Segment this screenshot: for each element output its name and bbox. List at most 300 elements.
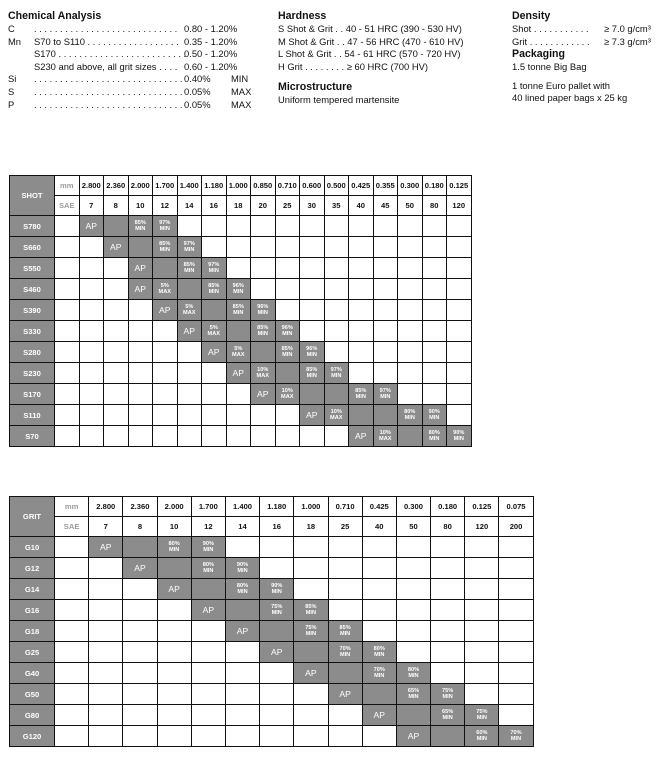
- percent-spec: 97% MIN: [159, 220, 171, 232]
- empty-cell: [324, 426, 349, 447]
- empty-cell: [465, 558, 499, 579]
- chemical-val: 0.05%: [184, 85, 211, 97]
- sae-header-cell: 40: [349, 196, 374, 216]
- mm-header-cell: 0.425: [362, 497, 396, 517]
- empty-cell: [79, 321, 104, 342]
- hardness-line: H Grit . . . . . . . . ≥ 60 HRC (700 HV): [278, 60, 428, 72]
- hardness-title: Hardness: [278, 10, 327, 22]
- percent-spec: 65% MIN: [442, 709, 454, 721]
- empty-cell: [177, 405, 202, 426]
- empty-cell: [398, 342, 423, 363]
- sae-header-cell: 7: [89, 517, 123, 537]
- ap-cell: [89, 537, 123, 558]
- empty-cell: [275, 237, 300, 258]
- empty-cell: [499, 579, 533, 600]
- hardness-line: M Shot & Grit . . 47 - 56 HRC (470 - 610 HV): [278, 35, 464, 47]
- chemical-el: Si: [8, 73, 17, 85]
- percent-spec: 97% MIN: [208, 262, 220, 274]
- microstructure-text: Uniform tempered martensite: [278, 94, 400, 106]
- empty-cell: [157, 600, 191, 621]
- empty-cell: [226, 384, 251, 405]
- empty-cell: [79, 342, 104, 363]
- ap-cell: [349, 426, 374, 447]
- chemical-desc: . . . . . . . . . . . . . . . . . . . . . . . . . . . . .: [34, 98, 183, 110]
- shaded-cell: [300, 384, 325, 405]
- density-value: ≥ 7.3 g/cm³: [604, 35, 651, 47]
- empty-cell: [373, 363, 398, 384]
- empty-cell: [362, 621, 396, 642]
- percent-spec: 10% MAX: [330, 409, 343, 421]
- density-value: ≥ 7.0 g/cm³: [604, 23, 651, 34]
- shaded-cell: [294, 642, 328, 663]
- table-row: [10, 600, 534, 621]
- percent-spec: 5% MAX: [207, 325, 220, 337]
- hardness-section: [278, 10, 498, 107]
- mm-header-cell: 2.800: [89, 497, 123, 517]
- empty-cell: [104, 258, 129, 279]
- empty-cell: [104, 321, 129, 342]
- sae-header-cell: 18: [226, 196, 251, 216]
- percent-cell: [226, 279, 251, 300]
- percent-spec: 10% MAX: [256, 367, 269, 379]
- sae-header-cell: 30: [300, 196, 325, 216]
- empty-cell: [177, 384, 202, 405]
- chemical-row: [8, 73, 258, 86]
- packaging-line: 1.5 tonne Big Bag: [512, 61, 587, 73]
- empty-cell: [275, 279, 300, 300]
- percent-cell: [328, 642, 362, 663]
- density-section: [512, 10, 667, 105]
- chemical-row: [8, 99, 258, 112]
- mm-header-cell: 1.180: [260, 497, 294, 517]
- empty-cell: [89, 579, 123, 600]
- percent-cell: [251, 363, 276, 384]
- percent-cell: [431, 705, 465, 726]
- mm-header-cell: 0.850: [251, 176, 276, 196]
- ap-label: AP: [202, 605, 215, 615]
- empty-cell: [422, 279, 447, 300]
- empty-cell: [202, 426, 227, 447]
- empty-cell: [422, 258, 447, 279]
- percent-cell: [431, 684, 465, 705]
- empty-cell: [177, 426, 202, 447]
- empty-cell: [123, 621, 157, 642]
- percent-spec: 85% MIN: [159, 241, 171, 253]
- empty-cell: [396, 642, 430, 663]
- chemical-analysis-rows: [8, 23, 258, 111]
- empty-cell: [431, 663, 465, 684]
- ap-cell: [79, 216, 104, 237]
- empty-cell: [349, 321, 374, 342]
- percent-cell: [157, 537, 191, 558]
- empty-cell: [225, 705, 259, 726]
- percent-spec: 97% MIN: [379, 388, 391, 400]
- shaded-cell: [349, 405, 374, 426]
- empty-cell: [324, 300, 349, 321]
- ap-cell: [226, 363, 251, 384]
- percent-spec: 5% MAX: [183, 304, 196, 316]
- ap-cell: [294, 663, 328, 684]
- mm-header-cell: 0.075: [499, 497, 533, 517]
- percent-spec: 85% MIN: [257, 325, 269, 337]
- empty-cell: [362, 537, 396, 558]
- percent-cell: [225, 579, 259, 600]
- sae-header-cell: 18: [294, 517, 328, 537]
- mm-header-cell: 0.425: [349, 176, 374, 196]
- table-row: [10, 642, 534, 663]
- empty-cell: [89, 705, 123, 726]
- grit-size-table: [9, 496, 534, 747]
- empty-cell: [128, 384, 153, 405]
- empty-cell: [225, 684, 259, 705]
- size-label: G16: [10, 600, 55, 621]
- sae-header-cell: 40: [362, 517, 396, 537]
- empty-cell: [431, 537, 465, 558]
- empty-cell: [89, 726, 123, 747]
- empty-cell: [177, 342, 202, 363]
- table-row: [10, 405, 472, 426]
- empty-cell: [251, 258, 276, 279]
- ap-label: AP: [134, 563, 146, 573]
- empty-cell: [226, 426, 251, 447]
- empty-cell: [123, 642, 157, 663]
- empty-cell: [191, 642, 225, 663]
- empty-cell: [328, 537, 362, 558]
- sae-header-cell: 50: [398, 196, 423, 216]
- shaded-cell: [123, 537, 157, 558]
- empty-cell: [275, 258, 300, 279]
- shaded-cell: [226, 321, 251, 342]
- hardness-line: S Shot & Grit . . 40 - 51 HRC (390 - 530 HV): [278, 23, 462, 34]
- empty-cell: [373, 237, 398, 258]
- mm-header-cell: 2.360: [123, 497, 157, 517]
- empty-cell: [373, 216, 398, 237]
- chemical-val: 0.50 - 1.20%: [184, 48, 238, 60]
- empty-cell: [324, 216, 349, 237]
- mm-header-cell: 1.700: [153, 176, 178, 196]
- percent-spec: 85% MIN: [355, 388, 367, 400]
- shaded-cell: [153, 258, 178, 279]
- percent-cell: [226, 300, 251, 321]
- percent-cell: [396, 663, 430, 684]
- empty-cell: [89, 642, 123, 663]
- ap-cell: [362, 705, 396, 726]
- shaded-cell: [398, 426, 423, 447]
- percent-cell: [422, 426, 447, 447]
- sae-header-cell: 20: [251, 196, 276, 216]
- empty-cell: [373, 321, 398, 342]
- sae-header-cell: 8: [123, 517, 157, 537]
- table-row: [10, 363, 472, 384]
- chemical-unit: MAX: [231, 85, 252, 97]
- shot-size-table: [9, 175, 472, 447]
- empty-cell: [294, 705, 328, 726]
- empty-cell: [324, 258, 349, 279]
- empty-cell: [79, 363, 104, 384]
- empty-cell: [157, 684, 191, 705]
- percent-cell: [324, 363, 349, 384]
- ap-label: AP: [232, 368, 244, 378]
- sae-header-cell: 7: [79, 196, 104, 216]
- sae-header-cell: 80: [431, 517, 465, 537]
- empty-cell: [300, 216, 325, 237]
- percent-spec: 80% MIN: [407, 667, 420, 679]
- empty-cell: [123, 684, 157, 705]
- blank-cell: [55, 216, 80, 237]
- empty-cell: [79, 405, 104, 426]
- table-label: GRIT: [10, 497, 55, 537]
- ap-cell: [396, 726, 430, 747]
- ap-label: AP: [100, 542, 112, 552]
- empty-cell: [349, 300, 374, 321]
- empty-cell: [431, 642, 465, 663]
- empty-cell: [465, 579, 499, 600]
- sae-header-cell: 12: [153, 196, 178, 216]
- empty-cell: [373, 300, 398, 321]
- empty-cell: [398, 279, 423, 300]
- ap-label: AP: [159, 305, 171, 315]
- empty-cell: [177, 363, 202, 384]
- percent-spec: 70% MIN: [510, 730, 522, 742]
- empty-cell: [225, 642, 259, 663]
- empty-cell: [260, 558, 294, 579]
- density-title: Density: [512, 10, 551, 22]
- empty-cell: [226, 237, 251, 258]
- chemical-desc: . . . . . . . . . . . . . . . . . . . . . . . . . . . .: [34, 23, 178, 34]
- empty-cell: [499, 558, 533, 579]
- percent-cell: [202, 258, 227, 279]
- empty-cell: [396, 600, 430, 621]
- table-row: [10, 384, 472, 405]
- packaging-line: 40 lined paper bags x 25 kg: [512, 92, 628, 104]
- chemical-el: S: [8, 85, 15, 97]
- percent-cell: [396, 684, 430, 705]
- empty-cell: [362, 726, 396, 747]
- blank-cell: [55, 621, 89, 642]
- empty-cell: [398, 384, 423, 405]
- percent-cell: [225, 558, 259, 579]
- empty-cell: [465, 600, 499, 621]
- empty-cell: [251, 237, 276, 258]
- size-label: G40: [10, 663, 55, 684]
- empty-cell: [324, 237, 349, 258]
- empty-cell: [260, 684, 294, 705]
- empty-cell: [328, 705, 362, 726]
- empty-cell: [300, 237, 325, 258]
- shaded-cell: [431, 726, 465, 747]
- blank-cell: [55, 684, 89, 705]
- sae-header-cell: 200: [499, 517, 533, 537]
- shaded-cell: [128, 237, 153, 258]
- empty-cell: [191, 684, 225, 705]
- ap-label: AP: [85, 221, 97, 231]
- chemical-val: 0.60 - 1.20%: [184, 60, 238, 72]
- blank-cell: [55, 663, 89, 684]
- empty-cell: [226, 258, 251, 279]
- empty-cell: [128, 363, 153, 384]
- ap-label: AP: [208, 347, 220, 357]
- percent-cell: [260, 579, 294, 600]
- empty-cell: [157, 705, 191, 726]
- empty-cell: [79, 237, 104, 258]
- percent-spec: 85% MIN: [306, 367, 318, 379]
- size-label: S110: [10, 405, 55, 426]
- ap-label: AP: [134, 284, 146, 294]
- size-label: S780: [10, 216, 55, 237]
- percent-spec: 97% MIN: [330, 367, 342, 379]
- empty-cell: [275, 405, 300, 426]
- empty-cell: [128, 426, 153, 447]
- empty-cell: [465, 621, 499, 642]
- empty-cell: [202, 405, 227, 426]
- table-row: [10, 663, 534, 684]
- mm-header-cell: 1.400: [177, 176, 202, 196]
- sae-header-cell: 35: [324, 196, 349, 216]
- chemical-desc: . . . . . . . . . . . . . . . . . . . . . . . . . . . . .: [34, 73, 183, 85]
- empty-cell: [422, 363, 447, 384]
- empty-cell: [79, 279, 104, 300]
- empty-cell: [349, 258, 374, 279]
- blank-cell: [55, 642, 89, 663]
- ap-cell: [104, 237, 129, 258]
- blank-cell: [55, 258, 80, 279]
- percent-spec: 75% MIN: [476, 709, 488, 721]
- table-row: [10, 684, 534, 705]
- percent-cell: [191, 537, 225, 558]
- percent-cell: [328, 621, 362, 642]
- mm-header-cell: 0.355: [373, 176, 398, 196]
- empty-cell: [447, 342, 472, 363]
- chemical-row: [8, 86, 258, 99]
- percent-cell: [226, 342, 251, 363]
- empty-cell: [300, 258, 325, 279]
- empty-cell: [398, 321, 423, 342]
- empty-cell: [324, 279, 349, 300]
- table-row: [10, 705, 534, 726]
- percent-cell: [373, 384, 398, 405]
- empty-cell: [191, 705, 225, 726]
- empty-cell: [153, 405, 178, 426]
- empty-cell: [177, 216, 202, 237]
- blank-cell: [55, 426, 80, 447]
- empty-cell: [398, 363, 423, 384]
- percent-cell: [324, 405, 349, 426]
- sae-unit-label: SAE: [55, 196, 80, 216]
- percent-spec: 75% MIN: [305, 625, 317, 637]
- empty-cell: [300, 279, 325, 300]
- percent-spec: 97% MIN: [183, 241, 195, 253]
- empty-cell: [79, 384, 104, 405]
- sae-header-cell: 120: [447, 196, 472, 216]
- ap-label: AP: [183, 326, 195, 336]
- empty-cell: [396, 621, 430, 642]
- hardness-line: L Shot & Grit . . 54 - 61 HRC (570 - 720 HV): [278, 48, 461, 60]
- blank-cell: [55, 600, 89, 621]
- sae-header-cell: 25: [328, 517, 362, 537]
- empty-cell: [226, 216, 251, 237]
- percent-cell: [251, 300, 276, 321]
- table-row: [10, 300, 472, 321]
- percent-cell: [177, 300, 202, 321]
- empty-cell: [447, 279, 472, 300]
- empty-cell: [153, 426, 178, 447]
- percent-cell: [373, 426, 398, 447]
- chemical-desc: . . . . . . . . . . . . . . . . . . . . . . . . . . . . .: [34, 85, 183, 97]
- percent-spec: 85% MIN: [339, 625, 351, 637]
- percent-spec: 80% MIN: [404, 409, 416, 421]
- empty-cell: [157, 726, 191, 747]
- chemical-desc: S170 . . . . . . . . . . . . . . . . . . . . . . . . .: [34, 48, 187, 60]
- chemical-row: [8, 61, 258, 74]
- shaded-cell: [251, 342, 276, 363]
- percent-cell: [275, 321, 300, 342]
- chemical-analysis-title: Chemical Analysis: [8, 10, 102, 22]
- size-label: G50: [10, 684, 55, 705]
- percent-cell: [447, 426, 472, 447]
- chemical-val: 0.80 - 1.20%: [184, 23, 238, 34]
- empty-cell: [202, 216, 227, 237]
- empty-cell: [202, 384, 227, 405]
- empty-cell: [225, 663, 259, 684]
- empty-cell: [128, 342, 153, 363]
- packaging-title: Packaging: [512, 48, 565, 61]
- ap-cell: [260, 642, 294, 663]
- blank-cell: [55, 300, 80, 321]
- shaded-cell: [202, 300, 227, 321]
- sae-header-cell: 14: [177, 196, 202, 216]
- mm-unit-label: mm: [55, 497, 89, 517]
- empty-cell: [275, 216, 300, 237]
- density-row-shot: [512, 23, 667, 36]
- percent-spec: 80% MIN: [428, 430, 440, 442]
- percent-spec: 96% MIN: [306, 346, 318, 358]
- empty-cell: [422, 384, 447, 405]
- percent-cell: [294, 621, 328, 642]
- mm-header-cell: 0.300: [396, 497, 430, 517]
- percent-cell: [300, 342, 325, 363]
- empty-cell: [422, 342, 447, 363]
- empty-cell: [398, 258, 423, 279]
- percent-spec: 5% MAX: [232, 346, 245, 358]
- shaded-cell: [275, 363, 300, 384]
- empty-cell: [328, 600, 362, 621]
- size-label: S280: [10, 342, 55, 363]
- ap-cell: [128, 258, 153, 279]
- density-label: Grit . . . . . . . . . . . .: [512, 35, 590, 47]
- empty-cell: [104, 363, 129, 384]
- empty-cell: [89, 600, 123, 621]
- empty-cell: [123, 579, 157, 600]
- blank-cell: [55, 579, 89, 600]
- chemical-analysis-section: [8, 10, 258, 111]
- mm-header-cell: 1.400: [225, 497, 259, 517]
- empty-cell: [431, 600, 465, 621]
- percent-spec: 85% MIN: [208, 283, 220, 295]
- percent-cell: [349, 384, 374, 405]
- ap-label: AP: [168, 584, 180, 594]
- empty-cell: [123, 705, 157, 726]
- empty-cell: [328, 726, 362, 747]
- size-label: S70: [10, 426, 55, 447]
- blank-cell: [55, 537, 89, 558]
- percent-spec: 85% MIN: [232, 304, 244, 316]
- percent-cell: [251, 321, 276, 342]
- percent-spec: 70% MIN: [373, 667, 385, 679]
- empty-cell: [349, 363, 374, 384]
- empty-cell: [422, 216, 447, 237]
- empty-cell: [260, 537, 294, 558]
- shaded-cell: [373, 405, 398, 426]
